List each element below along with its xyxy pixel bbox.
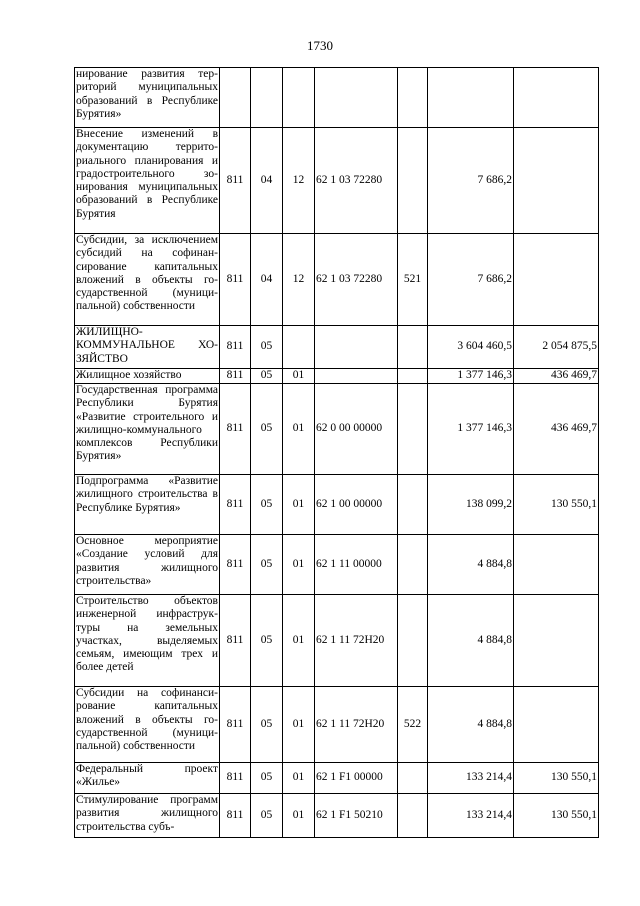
- cell-sum-2: [514, 535, 599, 595]
- row-name: нирование развития территорий муниципальных образований в Республике Бурятия»: [75, 68, 220, 128]
- cell-expense-type: [398, 384, 428, 475]
- cell-target-article: [315, 68, 398, 128]
- cell-vedomstvo: [220, 68, 251, 128]
- cell-expense-type: [398, 68, 428, 128]
- row-name: Строительство объектов инженерной инфраструктуры на земельных участках, выделяемых семьям, имеющим трех и более детей: [75, 595, 220, 687]
- row-name: Основное мероприятие «Создание условий для развития жилищного строительства»: [75, 535, 220, 595]
- cell-razdel: 05: [251, 384, 283, 475]
- cell-sum-2: 130 550,1: [514, 794, 599, 838]
- cell-sum-2: 130 550,1: [514, 475, 599, 535]
- row-name: ЖИЛИЩНО-КОММУНАЛЬНОЕ ХОЗЯЙСТВО: [75, 326, 220, 369]
- cell-target-article: 62 1 11 00000: [315, 535, 398, 595]
- table-row: [75, 475, 599, 535]
- table-row: [75, 535, 599, 595]
- cell-razdel: 05: [251, 535, 283, 595]
- cell-sum-2: 436 469,7: [514, 369, 599, 384]
- cell-target-article: 62 1 03 72280: [315, 128, 398, 234]
- page-number: 1730: [307, 38, 333, 53]
- cell-expense-type: 521: [398, 234, 428, 326]
- cell-sum-2: [514, 234, 599, 326]
- cell-expense-type: [398, 128, 428, 234]
- cell-sum-1: 3 604 460,5: [428, 326, 514, 369]
- cell-target-article: 62 1 F1 00000: [315, 763, 398, 794]
- cell-expense-type: [398, 326, 428, 369]
- cell-vedomstvo: 811: [220, 595, 251, 687]
- cell-target-article: 62 1 03 72280: [315, 234, 398, 326]
- cell-sum-1: 138 099,2: [428, 475, 514, 535]
- table-row: [75, 384, 599, 475]
- table-row: [75, 763, 599, 794]
- cell-sum-1: 7 686,2: [428, 234, 514, 326]
- row-name: Стимулирование программ развития жилищного строительства субъ-: [75, 794, 220, 838]
- cell-podrazdel: 12: [283, 128, 315, 234]
- cell-expense-type: [398, 794, 428, 838]
- cell-podrazdel: [283, 68, 315, 128]
- table-row: [75, 794, 599, 838]
- cell-sum-1: 133 214,4: [428, 763, 514, 794]
- row-name: Субсидии на софинансирование капитальных вложений в объекты государственной (муниципальной) собственности: [75, 687, 220, 763]
- cell-sum-2: 2 054 875,5: [514, 326, 599, 369]
- cell-razdel: 05: [251, 595, 283, 687]
- cell-podrazdel: 01: [283, 535, 315, 595]
- table-row: [75, 369, 599, 384]
- cell-vedomstvo: 811: [220, 369, 251, 384]
- cell-target-article: [315, 326, 398, 369]
- cell-podrazdel: 01: [283, 687, 315, 763]
- table-row: [75, 595, 599, 687]
- row-name: Субсидии, за исключением субсидий на софинансирование капитальных вложений в объекты государственной (муниципальной) собственности: [75, 234, 220, 326]
- cell-expense-type: [398, 535, 428, 595]
- cell-target-article: [315, 369, 398, 384]
- cell-expense-type: [398, 595, 428, 687]
- cell-razdel: 05: [251, 475, 283, 535]
- cell-sum-2: [514, 68, 599, 128]
- cell-podrazdel: 01: [283, 595, 315, 687]
- cell-sum-1: 4 884,8: [428, 687, 514, 763]
- cell-sum-2: 130 550,1: [514, 763, 599, 794]
- table-row: [75, 326, 599, 369]
- cell-podrazdel: 12: [283, 234, 315, 326]
- cell-razdel: 05: [251, 369, 283, 384]
- cell-sum-1: 1 377 146,3: [428, 369, 514, 384]
- row-name: Федеральный проект «Жилье»: [75, 763, 220, 794]
- table-row: [75, 234, 599, 326]
- cell-target-article: 62 1 11 72Н20: [315, 687, 398, 763]
- cell-vedomstvo: 811: [220, 763, 251, 794]
- cell-expense-type: [398, 369, 428, 384]
- cell-vedomstvo: 811: [220, 535, 251, 595]
- cell-sum-2: [514, 128, 599, 234]
- cell-vedomstvo: 811: [220, 326, 251, 369]
- row-name: Государственная программа Республики Бурятия «Развитие строительного и жилищно-коммунального комплексов Республики Бурятия»: [75, 384, 220, 475]
- cell-vedomstvo: 811: [220, 384, 251, 475]
- cell-target-article: 62 1 11 72Н20: [315, 595, 398, 687]
- cell-podrazdel: 01: [283, 369, 315, 384]
- cell-target-article: 62 0 00 00000: [315, 384, 398, 475]
- cell-razdel: [251, 68, 283, 128]
- cell-vedomstvo: 811: [220, 234, 251, 326]
- cell-vedomstvo: 811: [220, 794, 251, 838]
- cell-sum-2: [514, 595, 599, 687]
- cell-sum-1: 7 686,2: [428, 128, 514, 234]
- cell-razdel: 05: [251, 326, 283, 369]
- cell-podrazdel: 01: [283, 475, 315, 535]
- cell-sum-2: [514, 687, 599, 763]
- cell-sum-1: [428, 68, 514, 128]
- cell-vedomstvo: 811: [220, 475, 251, 535]
- cell-expense-type: [398, 763, 428, 794]
- cell-podrazdel: 01: [283, 384, 315, 475]
- cell-sum-1: 4 884,8: [428, 535, 514, 595]
- cell-vedomstvo: 811: [220, 128, 251, 234]
- budget-table: [74, 67, 599, 838]
- cell-podrazdel: [283, 326, 315, 369]
- row-name: Внесение изменений в документацию территориального планирования и градостроительного зонирования муниципальных образований в Республике Бурятия: [75, 128, 220, 234]
- cell-sum-1: 133 214,4: [428, 794, 514, 838]
- cell-razdel: 05: [251, 687, 283, 763]
- table-row: [75, 68, 599, 128]
- cell-razdel: 04: [251, 128, 283, 234]
- cell-sum-1: 4 884,8: [428, 595, 514, 687]
- cell-vedomstvo: 811: [220, 687, 251, 763]
- cell-expense-type: 522: [398, 687, 428, 763]
- cell-podrazdel: 01: [283, 763, 315, 794]
- cell-razdel: 04: [251, 234, 283, 326]
- row-name: Подпрограмма «Развитие жилищного строительства в Республике Бурятия»: [75, 475, 220, 535]
- cell-razdel: 05: [251, 794, 283, 838]
- cell-target-article: 62 1 00 00000: [315, 475, 398, 535]
- cell-expense-type: [398, 475, 428, 535]
- cell-podrazdel: 01: [283, 794, 315, 838]
- cell-sum-1: 1 377 146,3: [428, 384, 514, 475]
- cell-sum-2: 436 469,7: [514, 384, 599, 475]
- table-row: [75, 128, 599, 234]
- cell-razdel: 05: [251, 763, 283, 794]
- table-row: [75, 687, 599, 763]
- row-name: Жилищное хозяйство: [75, 369, 220, 384]
- cell-target-article: 62 1 F1 50210: [315, 794, 398, 838]
